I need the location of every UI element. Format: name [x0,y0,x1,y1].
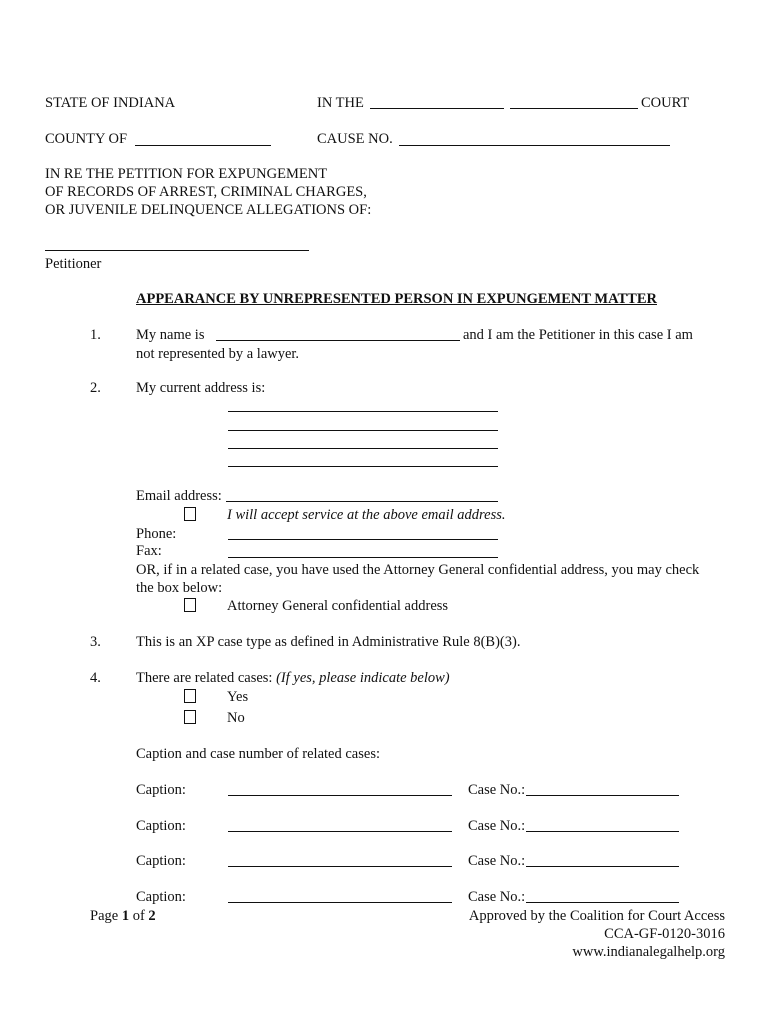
email-field[interactable] [226,501,498,502]
caption-field-4[interactable] [228,902,452,903]
court-label: COURT [641,95,690,111]
item-3-text: This is an XP case type as defined in Administrative Rule 8(B)(3). [136,634,521,650]
or-text-line-2: the box below: [136,580,223,596]
item-3-number: 3. [90,634,101,650]
caption-label-2: Caption: [136,818,186,834]
case-no-label-1: Case No.: [468,782,526,798]
my-name-field[interactable] [216,340,460,341]
petitioner-label: Petitioner [45,256,102,272]
court-type-field[interactable] [510,108,638,109]
caption-field-3[interactable] [228,866,452,867]
related-yes-checkbox[interactable] [184,689,196,703]
item-4-text: There are related cases: (If yes, please indicate below) [136,670,450,686]
related-no-checkbox[interactable] [184,710,196,724]
cause-no-field[interactable] [399,145,670,146]
form-code: CCA-GF-0120-3016 [604,926,725,942]
item-2-text: My current address is: [136,380,266,396]
page-number: Page 1 of 2 [90,908,156,924]
accept-service-checkbox[interactable] [184,507,196,521]
caption-field-1[interactable] [228,795,452,796]
county-field[interactable] [135,145,271,146]
in-re-line-2: OF RECORDS OF ARREST, CRIMINAL CHARGES, [45,184,367,200]
county-label: COUNTY OF [45,131,128,147]
or-text-line-1: OR, if in a related case, you have used the Attorney General confidential address, you may check [136,562,700,578]
email-label: Email address: [136,488,222,504]
caption-label-3: Caption: [136,853,186,869]
case-no-field-4[interactable] [526,902,679,903]
item-1-text-a: My name is [136,327,205,343]
document-title: APPEARANCE BY UNREPRESENTED PERSON IN EXPUNGEMENT MATTER [136,291,657,307]
address-line-1[interactable] [228,411,498,412]
cause-no-label: CAUSE NO. [317,131,393,147]
in-re-line-3: OR JUVENILE DELINQUENCE ALLEGATIONS OF: [45,202,372,218]
accept-service-label: I will accept service at the above email address. [227,507,506,523]
case-no-field-1[interactable] [526,795,679,796]
case-no-label-4: Case No.: [468,889,526,905]
case-no-field-3[interactable] [526,866,679,867]
caption-label-4: Caption: [136,889,186,905]
item-1-number: 1. [90,327,101,343]
caption-label-1: Caption: [136,782,186,798]
address-line-3[interactable] [228,448,498,449]
petitioner-name-field[interactable] [45,250,309,251]
caption-intro: Caption and case number of related cases: [136,746,380,762]
state-label: STATE OF INDIANA [45,95,176,111]
fax-label: Fax: [136,543,162,559]
item-4-number: 4. [90,670,101,686]
court-name-field[interactable] [370,108,504,109]
item-1-text-c: not represented by a lawyer. [136,346,300,362]
item-2-number: 2. [90,380,101,396]
phone-label: Phone: [136,526,177,542]
approved-by: Approved by the Coalition for Court Access [468,908,725,924]
address-line-4[interactable] [228,466,498,467]
ag-confidential-checkbox[interactable] [184,598,196,612]
related-no-label: No [227,710,245,726]
case-no-field-2[interactable] [526,831,679,832]
address-line-2[interactable] [228,430,498,431]
phone-field[interactable] [228,539,498,540]
case-no-label-3: Case No.: [468,853,526,869]
fax-field[interactable] [228,557,498,558]
ag-confidential-label: Attorney General confidential address [227,598,449,614]
in-the-label: IN THE [317,95,364,111]
website: www.indianalegalhelp.org [572,944,725,960]
related-yes-label: Yes [227,689,249,705]
in-re-line-1: IN RE THE PETITION FOR EXPUNGEMENT [45,166,328,182]
case-no-label-2: Case No.: [468,818,526,834]
item-1-text-b: and I am the Petitioner in this case I am [463,327,693,343]
caption-field-2[interactable] [228,831,452,832]
